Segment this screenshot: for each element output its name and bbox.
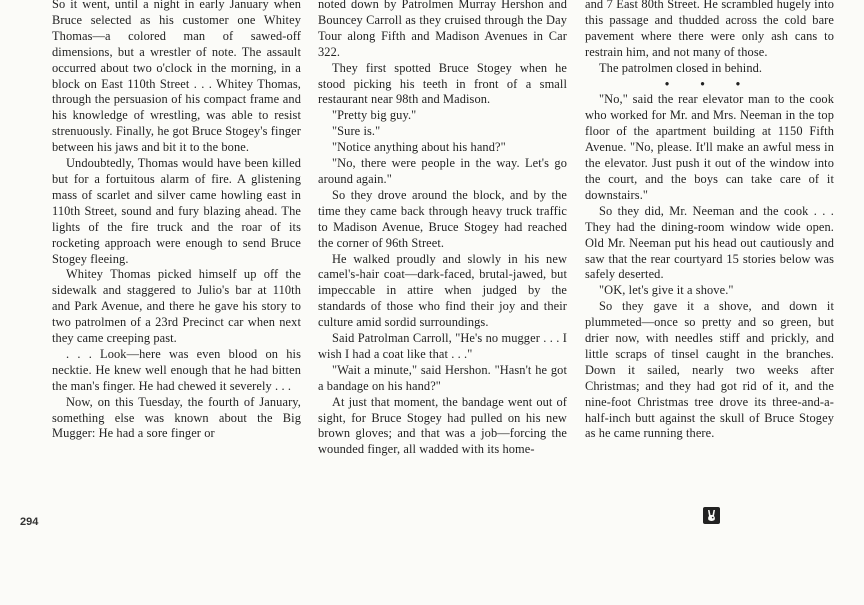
paragraph: Undoubtedly, Thomas would have been killed but for a fortuitous alarm of fire. A glistening mass of scarlet and silver came howling east in 110th Street, sound and fury blazing ahead. The lights of the fire truck and the roar of its rocketing approach were enough to send Bruce Stogey fleeing. <box>52 156 301 266</box>
paragraph: They first spotted Bruce Stogey when he stood picking his teeth in front of a small restaurant near 98th and Madison. <box>318 60 567 107</box>
text-column-3 <box>585 0 834 442</box>
section-break: • • • <box>664 76 755 91</box>
paragraph: Now, on this Tuesday, the fourth of January, something else was known about the Big Mugger: He had a sore finger or <box>52 394 301 441</box>
paragraph: and 7 East 80th Street. He scrambled hugely into this passage and thudded across the cold bare pavement where there were only ash cans to restrain him, and not many of those. <box>585 0 834 59</box>
paragraph: "Notice anything about his hand?" <box>332 140 506 155</box>
text-column-1 <box>52 0 301 442</box>
text-column-2 <box>318 0 567 458</box>
paragraph: Said Patrolman Carroll, "He's no mugger . . . I wish I had a coat like that . . ." <box>318 331 567 361</box>
page-number: 294 <box>20 516 39 528</box>
paragraph: "No, there were people in the way. Let's go around again." <box>318 156 567 186</box>
paragraph: Whitey Thomas picked himself up off the sidewalk and staggered to Julio's bar at 110th and Park Avenue, and there he gave his story to two patrolmen of a 23rd Precinct car when next they came creeping past. <box>52 267 301 346</box>
paragraph: So they did, Mr. Neeman and the cook . . . They had the dining-room window wide open. Old Mr. Neeman put his head out cautiously and saw that the rear courtyard 15 stories below was safely deserted. <box>585 203 834 282</box>
paragraph: "Wait a minute," said Hershon. "Hasn't he got a bandage on his hand?" <box>318 362 567 393</box>
paragraph: . . . Look—here was even blood on his necktie. He knew well enough that he had bitten the man's finger. He had chewed it severely . . . <box>52 346 301 393</box>
paragraph: "Pretty big guy." <box>332 108 417 123</box>
paragraph: At just that moment, the bandage went out of sight, for Bruce Stogey had pulled on his new brown gloves; and that was a job—forcing the wounded finger, all wadded with its home- <box>318 394 567 457</box>
paragraph: "Sure is." <box>332 124 381 139</box>
paragraph: noted down by Patrolmen Murray Hershon and Bouncey Carroll as they cruised through the Day Tour along Fifth and Madison Avenues in Car 322. <box>318 0 567 59</box>
paragraph: So they gave it a shove, and down it plummeted—once so pretty and so green, but drier now, with needles stiff and prickly, and little scraps of tinsel caught in the branches. Down it sailed, nearly two weeks after Christmas; and they had got rid of it, and the nine-foot Christmas tree drove its three-and-a-half-inch butt against the skull of Bruce Stogey as he came running there. <box>585 299 834 441</box>
rabbit-head-icon <box>703 507 720 524</box>
paragraph: So they drove around the block, and by the time they came back through heavy truck traffic to Madison Avenue, Bruce Stogey had reached the corner of 96th Street. <box>318 187 567 250</box>
paragraph: "No," said the rear elevator man to the cook who worked for Mr. and Mrs. Neeman in the top floor of the apartment building at 1150 Fifth Avenue. "No, please. It'll make an awful mess in the elevator. Just push it out of the window into the court, and the boys can take care of it downstairs." <box>585 92 834 202</box>
paragraph: The patrolmen closed in behind. <box>599 60 763 75</box>
paragraph: "OK, let's give it a shove." <box>599 283 734 298</box>
paragraph: So it went, until a night in early January when Bruce selected as his customer one Whitey Thomas—a colored man of sawed-off dimensions, but a wrestler of note. The assault occurred about two o'clock in the morning, in a block on East 110th Street . . . Whitey Thomas, through the persuasion of his compact frame and his knowledge of wrestling, was able to resist strenuously. Finally, he got Bruce Stogey's finger between his jaws and bit it to the bone. <box>52 0 301 155</box>
paragraph: He walked proudly and slowly in his new camel's-hair coat—dark-faced, brutal-jawed, but impeccable in attire when judged by the standards of those who find their joy and their culture amid sordid surroundings. <box>318 251 567 330</box>
